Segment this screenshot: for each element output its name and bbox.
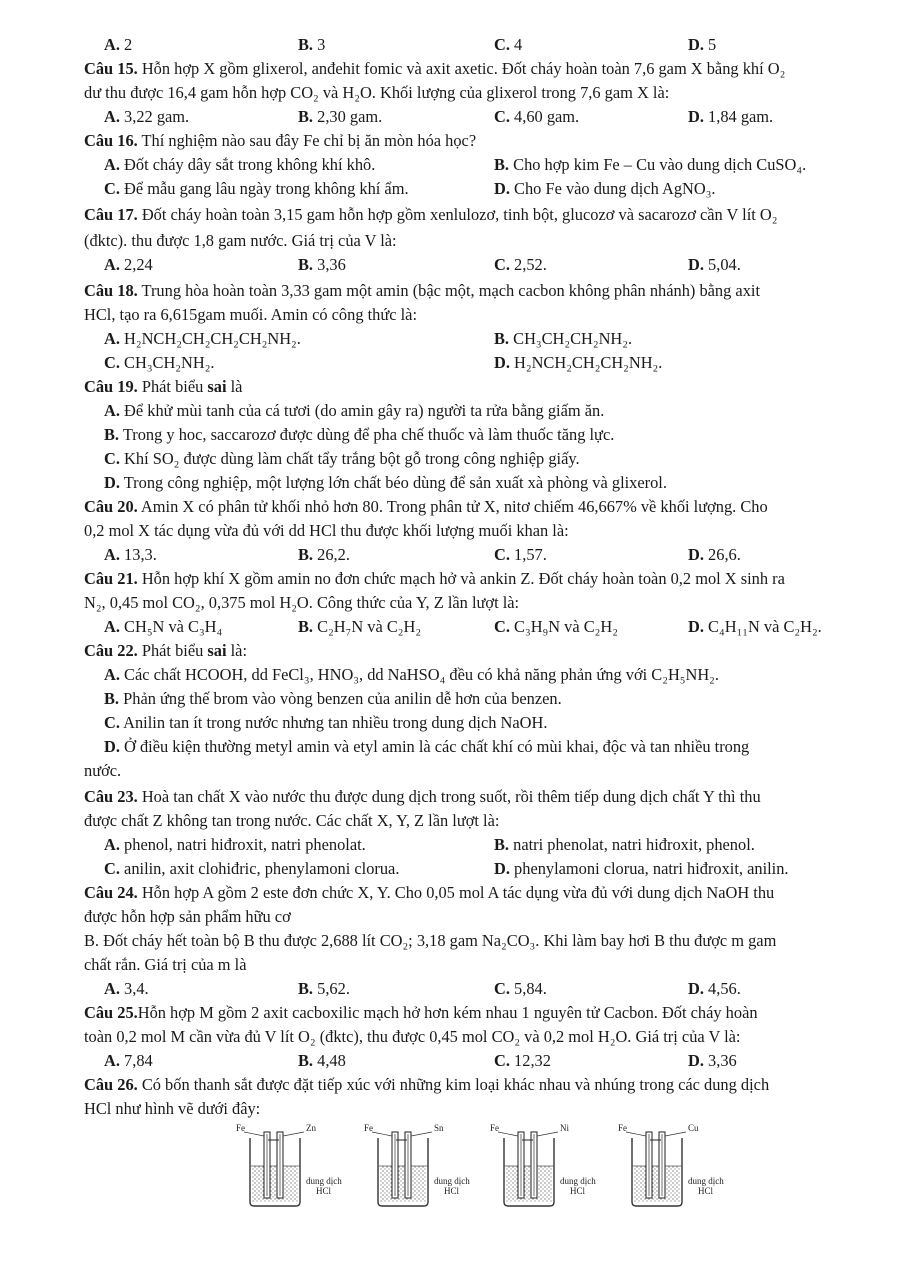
q17-option-c: C. 2,52. xyxy=(494,255,547,274)
q22-option-d-continued: nước. xyxy=(84,761,122,780)
q17-line2: (đktc). thu được 1,8 gam nước. Giá trị của V là: xyxy=(84,231,397,250)
q21-option-d: D. C₄H₁₁N và C₂H₂. xyxy=(688,617,822,636)
q19-option-b: B. Trong y hoc, saccarozơ được dùng để pha chế thuốc và làm thuốc tăng lực. xyxy=(104,425,615,444)
hcl-solution xyxy=(252,1166,298,1202)
q15-option-b: B. 2,30 gam. xyxy=(298,107,383,126)
q14-option-c: C. 4 xyxy=(494,35,523,54)
solution-label-1: dung dịch xyxy=(688,1176,724,1186)
q26-line2: HCl như hình vẽ dưới đây: xyxy=(84,1099,261,1118)
q16-option-d: D. Cho Fe vào dung dịch AgNO₃. xyxy=(494,179,716,198)
q14-option-b: B. 3 xyxy=(298,35,326,54)
q24-line3: B. Đốt cháy hết toàn bộ B thu được 2,688 lít CO₂; 3,18 gam Na₂CO₃. Khi làm bay hơi B thu được m gam xyxy=(84,931,777,950)
q21-option-c: C. C₃H₉N và C₂H₂ xyxy=(494,617,618,636)
q21-line2: N₂, 0,45 mol CO₂, 0,375 mol H₂O. Công thức của Y, Z lần lượt là: xyxy=(84,593,520,612)
q15-option-c: C. 4,60 gam. xyxy=(494,107,580,126)
q18-option-b: B. CH₃CH₂CH₂NH₂. xyxy=(494,329,633,348)
q15-option-d: D. 1,84 gam. xyxy=(688,107,774,126)
q25-line1: Câu 25.Hỗn hợp M gồm 2 axit cacboxilic mạch hở hơn kém nhau 1 nguyên tử Cacbon. Đốt cháy hoàn xyxy=(84,1003,758,1022)
q24-option-d: D. 4,56. xyxy=(688,979,741,998)
q19-line1: Câu 19. Phát biểu sai là xyxy=(84,377,243,396)
q15-option-a: A. 3,22 gam. xyxy=(104,107,190,126)
q23-line2: được chất Z không tan trong nước. Các chất X, Y, Z lần lượt là: xyxy=(84,811,500,830)
beaker-3 xyxy=(490,1123,596,1206)
q16-option-a: A. Đốt cháy dây sắt trong không khí khô. xyxy=(104,155,376,174)
q18-option-d: D. H₂NCH₂CH₂CH₂NH₂. xyxy=(494,353,663,372)
q17-option-a: A. 2,24 xyxy=(104,255,153,274)
q26-line1: Câu 26. Có bốn thanh sắt được đặt tiếp xúc với những kim loại khác nhau và nhúng trong các dung dịch xyxy=(84,1075,770,1094)
q16-line1: Câu 16. Thí nghiệm nào sau đây Fe chỉ bị ăn mòn hóa học? xyxy=(84,131,477,150)
q16-option-c: C. Để mẫu gang lâu ngày trong không khí ẩm. xyxy=(104,179,409,198)
q25-option-c: C. 12,32 xyxy=(494,1051,551,1070)
q20-option-d: D. 26,6. xyxy=(688,545,741,564)
q22-option-d: D. Ở điều kiện thường metyl amin và etyl amin là các chất khí có mùi khai, độc và tan nhiều trong xyxy=(104,737,750,756)
fe-leader xyxy=(244,1132,264,1136)
hcl-solution xyxy=(634,1166,680,1202)
q23-line1: Câu 23. Hoà tan chất X vào nước thu được dung dịch trong suốt, rồi thêm tiếp dung dịch chất Y thì thu xyxy=(84,787,761,806)
solution-label-2: HCl xyxy=(570,1186,586,1196)
q23-option-d: D. phenylamoni clorua, natri hiđroxit, anilin. xyxy=(494,859,789,878)
fe-leader xyxy=(372,1132,392,1136)
solution-label-2: HCl xyxy=(316,1186,332,1196)
metal-leader xyxy=(537,1132,558,1136)
fe-leader xyxy=(498,1132,518,1136)
q25-option-b: B. 4,48 xyxy=(298,1051,346,1070)
beaker-1 xyxy=(236,1123,342,1206)
solution-label-2: HCl xyxy=(444,1186,460,1196)
q17-line1: Câu 17. Đốt cháy hoàn toàn 3,15 gam hỗn hợp gồm xenlulozơ, tinh bột, glucozơ và sacarozơ cần V lít O₂ xyxy=(84,205,778,224)
q18-line1: Câu 18. Trung hòa hoàn toàn 3,33 gam một amin (bậc một, mạch cacbon không phân nhánh) bằng axit xyxy=(84,281,760,300)
q21-option-a: A. CH₅N và C₃H₄ xyxy=(104,617,223,636)
q19-option-d: D. Trong công nghiệp, một lượng lớn chất béo dùng để sản xuất xà phòng và glixerol. xyxy=(104,473,667,492)
beakers-figure xyxy=(230,1122,730,1210)
q20-option-c: C. 1,57. xyxy=(494,545,547,564)
hcl-solution xyxy=(380,1166,426,1202)
metal-leader xyxy=(283,1132,304,1136)
q18-option-c: C. CH₃CH₂NH₂. xyxy=(104,353,215,372)
q19-option-a: A. Để khử mùi tanh của cá tươi (do amin gây ra) người ta rửa bằng giấm ăn. xyxy=(104,401,605,420)
q20-line2: 0,2 mol X tác dụng vừa đủ với dd HCl thu được khối lượng muối khan là: xyxy=(84,521,569,540)
q22-option-c: C. Anilin tan ít trong nước nhưng tan nhiều trong dung dịch NaOH. xyxy=(104,713,548,732)
q18-line2: HCl, tạo ra 6,615gam muối. Amin có công thức là: xyxy=(84,305,417,324)
hcl-solution xyxy=(506,1166,552,1202)
q24-line2: được hỗn hợp sản phẩm hữu cơ xyxy=(84,907,291,926)
q23-option-b: B. natri phenolat, natri hiđroxit, phenol. xyxy=(494,835,755,854)
q17-option-d: D. 5,04. xyxy=(688,255,741,274)
metal-leader xyxy=(665,1132,686,1136)
q25-line2: toàn 0,2 mol M cần vừa đủ V lít O₂ (đktc), thu được 0,45 mol CO₂ và 0,2 mol H₂O. Giá trị của V là: xyxy=(84,1027,741,1046)
q24-option-c: C. 5,84. xyxy=(494,979,547,998)
q15-line2: dư thu được 16,4 gam hỗn hợp CO₂ và H₂O. Khối lượng của glixerol trong 7,6 gam X là: xyxy=(84,83,670,102)
metal-label: Ni xyxy=(560,1123,569,1133)
solution-label-1: dung dịch xyxy=(306,1176,342,1186)
fe-label: Fe xyxy=(490,1123,499,1133)
q19-option-c: C. Khí SO₂ được dùng làm chất tẩy trắng bột gỗ trong công nghiệp giấy. xyxy=(104,449,580,468)
q14-option-d: D. 5 xyxy=(688,35,717,54)
q22-option-b: B. Phản ứng thế brom vào vòng benzen của anilin dễ hơn của benzen. xyxy=(104,689,562,708)
q16-option-b: B. Cho hợp kim Fe – Cu vào dung dịch CuSO₄. xyxy=(494,155,807,174)
q20-option-b: B. 26,2. xyxy=(298,545,350,564)
fe-label: Fe xyxy=(236,1123,245,1133)
beakers-svg xyxy=(230,1122,730,1210)
metal-leader xyxy=(411,1132,432,1136)
q23-option-c: C. anilin, axit clohiđric, phenylamoni clorua. xyxy=(104,859,400,878)
q20-option-a: A. 13,3. xyxy=(104,545,157,564)
solution-label-2: HCl xyxy=(698,1186,714,1196)
q25-option-a: A. 7,84 xyxy=(104,1051,153,1070)
q20-line1: Câu 20. Amin X có phân tử khối nhỏ hơn 80. Trong phân tử X, nitơ chiếm 46,667% về khối lượng. Cho xyxy=(84,497,768,516)
q25-option-d: D. 3,36 xyxy=(688,1051,737,1070)
q18-option-a: A. H₂NCH₂CH₂CH₂CH₂NH₂. xyxy=(104,329,301,348)
beakers-group xyxy=(236,1123,724,1206)
q14-option-a: A. 2 xyxy=(104,35,133,54)
metal-label: Cu xyxy=(688,1123,699,1133)
q22-line1: Câu 22. Phát biểu sai là: xyxy=(84,641,248,660)
q24-line4: chất rắn. Giá trị của m là xyxy=(84,955,247,974)
q21-line1: Câu 21. Hỗn hợp khí X gồm amin no đơn chức mạch hở và ankin Z. Đốt cháy hoàn toàn 0,2 mol X sinh ra xyxy=(84,569,785,588)
solution-label-1: dung dịch xyxy=(434,1176,470,1186)
fe-label: Fe xyxy=(364,1123,373,1133)
metal-label: Sn xyxy=(434,1123,444,1133)
fe-label: Fe xyxy=(618,1123,627,1133)
q24-line1: Câu 24. Hỗn hợp A gồm 2 este đơn chức X, Y. Cho 0,05 mol A tác dụng vừa đủ với dung dịch NaOH thu xyxy=(84,883,775,902)
beaker-2 xyxy=(364,1123,470,1206)
solution-label-1: dung dịch xyxy=(560,1176,596,1186)
q23-option-a: A. phenol, natri hiđroxit, natri phenolat. xyxy=(104,835,366,854)
q21-option-b: B. C₂H₇N và C₂H₂ xyxy=(298,617,422,636)
beaker-4 xyxy=(618,1123,724,1206)
q24-option-b: B. 5,62. xyxy=(298,979,350,998)
q15-line1: Câu 15. Hỗn hợp X gồm glixerol, anđehit fomic và axit axetic. Đốt cháy hoàn toàn 7,6 gam X bằng khí O₂ xyxy=(84,59,786,78)
q17-option-b: B. 3,36 xyxy=(298,255,346,274)
metal-label: Zn xyxy=(306,1123,316,1133)
q24-option-a: A. 3,4. xyxy=(104,979,149,998)
fe-leader xyxy=(626,1132,646,1136)
q22-option-a: A. Các chất HCOOH, dd FeCl₃, HNO₃, dd NaHSO₄ đều có khả năng phản ứng với C₂H₅NH₂. xyxy=(104,665,719,684)
